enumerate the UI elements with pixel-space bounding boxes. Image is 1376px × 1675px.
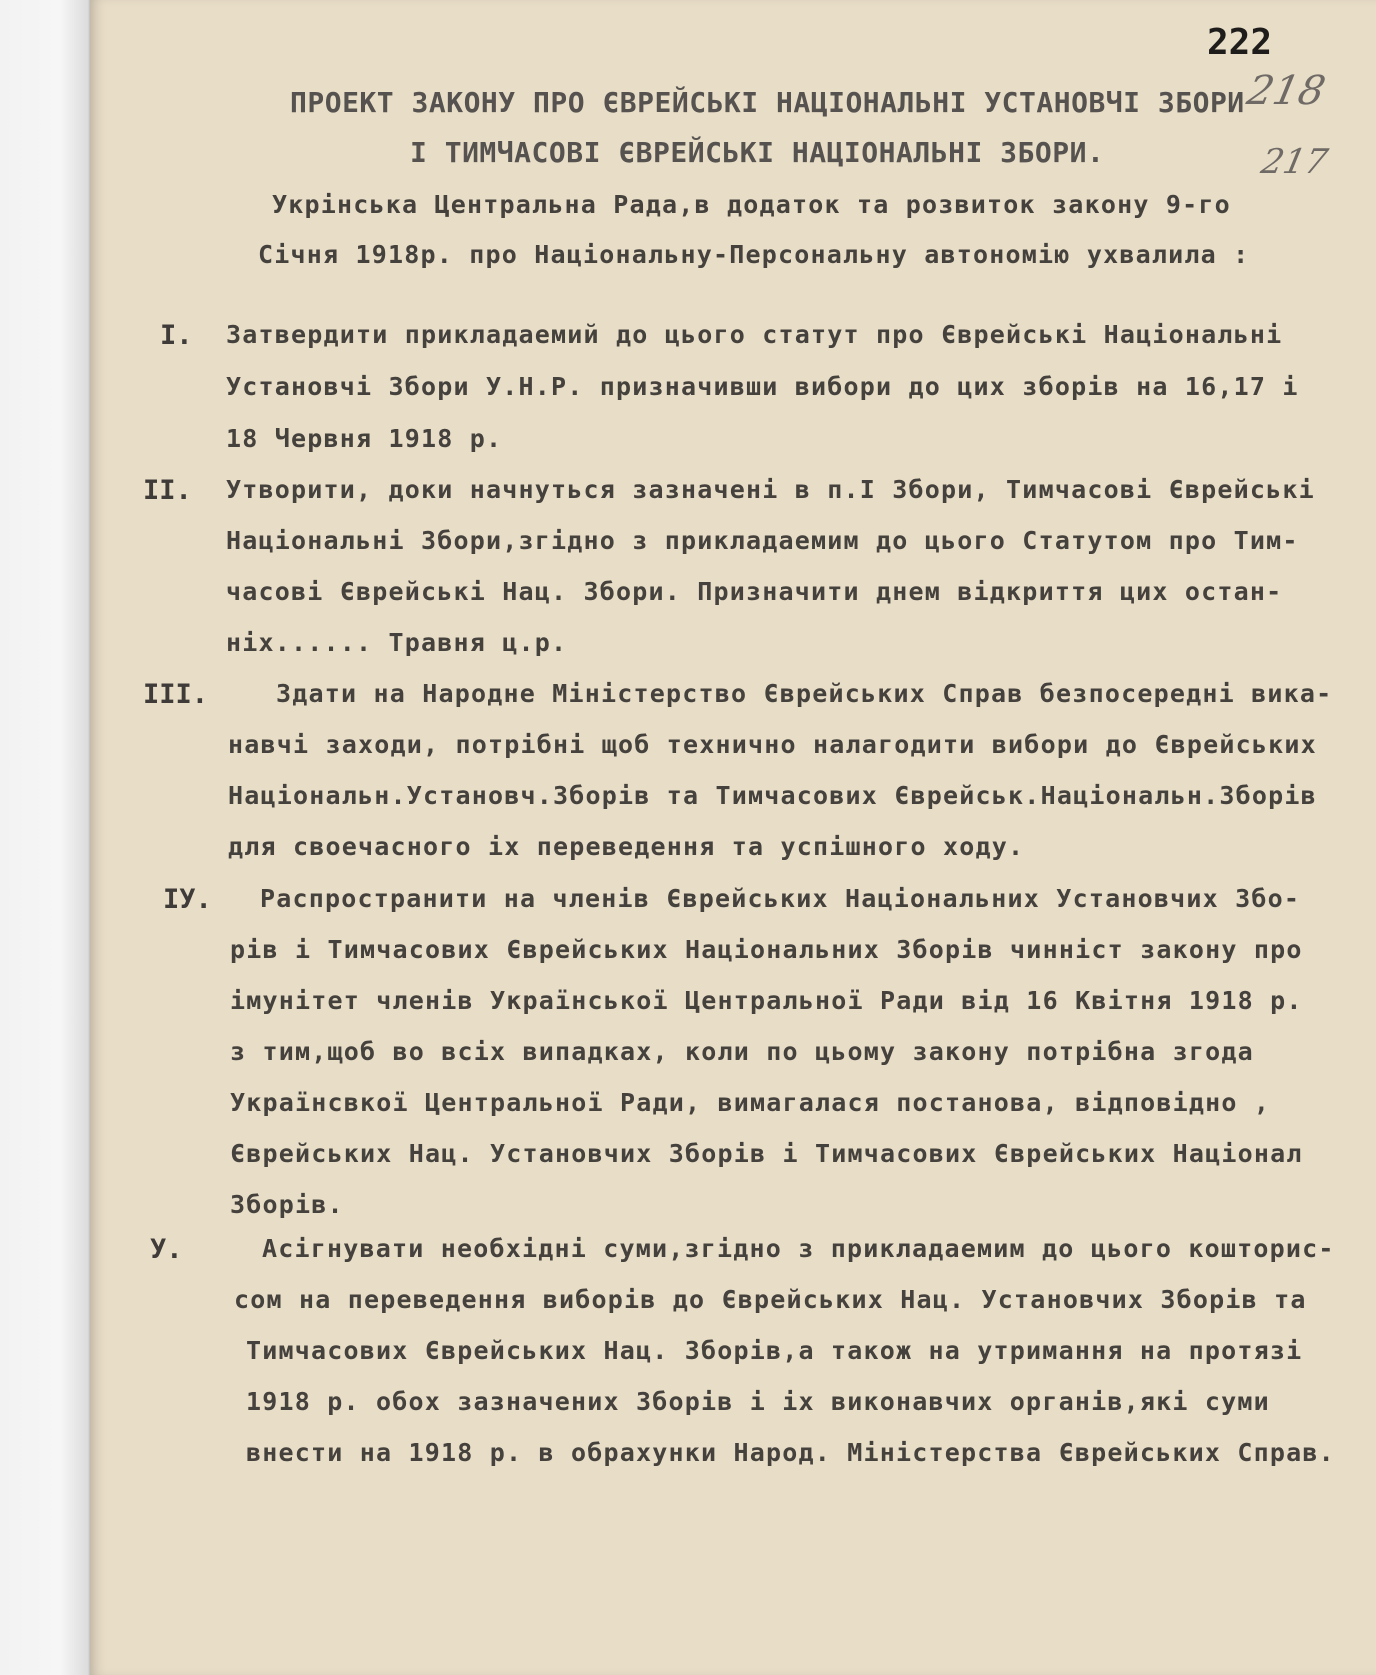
title-line-2: І ТИМЧАСОВІ ЄВРЕЙСЬКІ НАЦІОНАЛЬНІ ЗБОРИ. bbox=[410, 136, 1105, 169]
item-5-line-2: сом на переведення виборів до Єврейських Нац. Установчих Зборів та bbox=[234, 1285, 1307, 1314]
item-3-line-3: Національн.Установч.Зборів та Тимчасових Єврейськ.Національн.Зборів bbox=[228, 781, 1317, 810]
item-1-line-3: 18 Червня 1918 р. bbox=[226, 424, 503, 453]
item-2-line-3: часові Єврейські Нац. Збори. Призначити днем відкриття цих остан- bbox=[226, 577, 1283, 606]
item-5-number: У. bbox=[150, 1234, 183, 1265]
page-number: 222 bbox=[1207, 22, 1273, 63]
item-4-line-4: з тим,щоб во всіх випадках, коли по цьому закону потрібна згода bbox=[230, 1037, 1254, 1066]
item-3-number: III. bbox=[143, 679, 209, 710]
item-4-number: IУ. bbox=[163, 884, 212, 915]
item-4-line-5: Українсвкої Центральної Ради, вимагалася постанова, відповідно , bbox=[230, 1088, 1271, 1117]
item-2-line-2: Національні Збори,згідно з прикладаемим до цього Статутом про Тим- bbox=[226, 526, 1299, 555]
item-5-line-4: 1918 р. обох зазначених Зборів і іх виконавчих органів,які суми bbox=[246, 1387, 1270, 1416]
item-5-line-5: внести на 1918 р. в обрахунки Народ. Міністерства Єврейських Справ. bbox=[246, 1438, 1335, 1467]
item-4-line-3: імунітет членів Української Центральної Ради від 16 Квітня 1918 р. bbox=[230, 986, 1303, 1015]
handwritten-folio-217: 217 bbox=[1257, 142, 1332, 182]
item-1-number: I. bbox=[160, 320, 193, 351]
item-1-line-2: Установчі Збори У.Н.Р. призначивши вибори до цих зборів на 16,17 і bbox=[226, 372, 1299, 401]
item-1-line-1: Затвердити прикладаемий до цього статут про Єврейські Національні bbox=[226, 320, 1283, 349]
item-5-line-1: Асігнувати необхідні суми,згідно з прикладаемим до цього кошторис- bbox=[262, 1234, 1335, 1263]
item-3-line-1: Здати на Народне Міністерство Єврейських Справ безпосередні вика- bbox=[276, 679, 1333, 708]
item-2-line-4: ніх...... Травня ц.р. bbox=[226, 628, 568, 657]
item-4-line-1: Распространити на членів Єврейських Національних Установчих Збо- bbox=[260, 884, 1301, 913]
item-2-number: II. bbox=[143, 475, 192, 506]
scan-edge bbox=[0, 0, 90, 1675]
intro-line-1: Укрінська Центральна Рада,в додаток та розвиток закону 9-го bbox=[272, 190, 1231, 219]
intro-line-2: Січня 1918р. про Національну-Персональну автономію ухвалила : bbox=[258, 240, 1250, 269]
item-2-line-1: Утворити, доки начнуться зазначені в п.І Збори, Тимчасові Єврейські bbox=[226, 475, 1315, 504]
item-5-line-3: Тимчасових Єврейських Нац. Зборів,а також на утримання на протязі bbox=[246, 1336, 1303, 1365]
title-line-1: ПРОЕКТ ЗАКОНУ ПРО ЄВРЕЙСЬКІ НАЦІОНАЛЬНІ УСТАНОВЧІ ЗБОРИ bbox=[290, 86, 1245, 119]
item-4-line-6: Єврейських Нац. Установчих Зборів і Тимчасових Єврейських Націонал bbox=[230, 1139, 1303, 1168]
item-3-line-4: для своечасного іх переведення та успішного ходу. bbox=[228, 832, 1025, 861]
item-4-line-7: Зборів. bbox=[230, 1190, 344, 1219]
item-4-line-2: рів і Тимчасових Єврейських Національних Зборів чинніст закону про bbox=[230, 935, 1303, 964]
handwritten-folio-218: 218 bbox=[1243, 68, 1330, 114]
item-3-line-2: навчі заходи, потрібні щоб технично налагодити вибори до Єврейських bbox=[228, 730, 1317, 759]
